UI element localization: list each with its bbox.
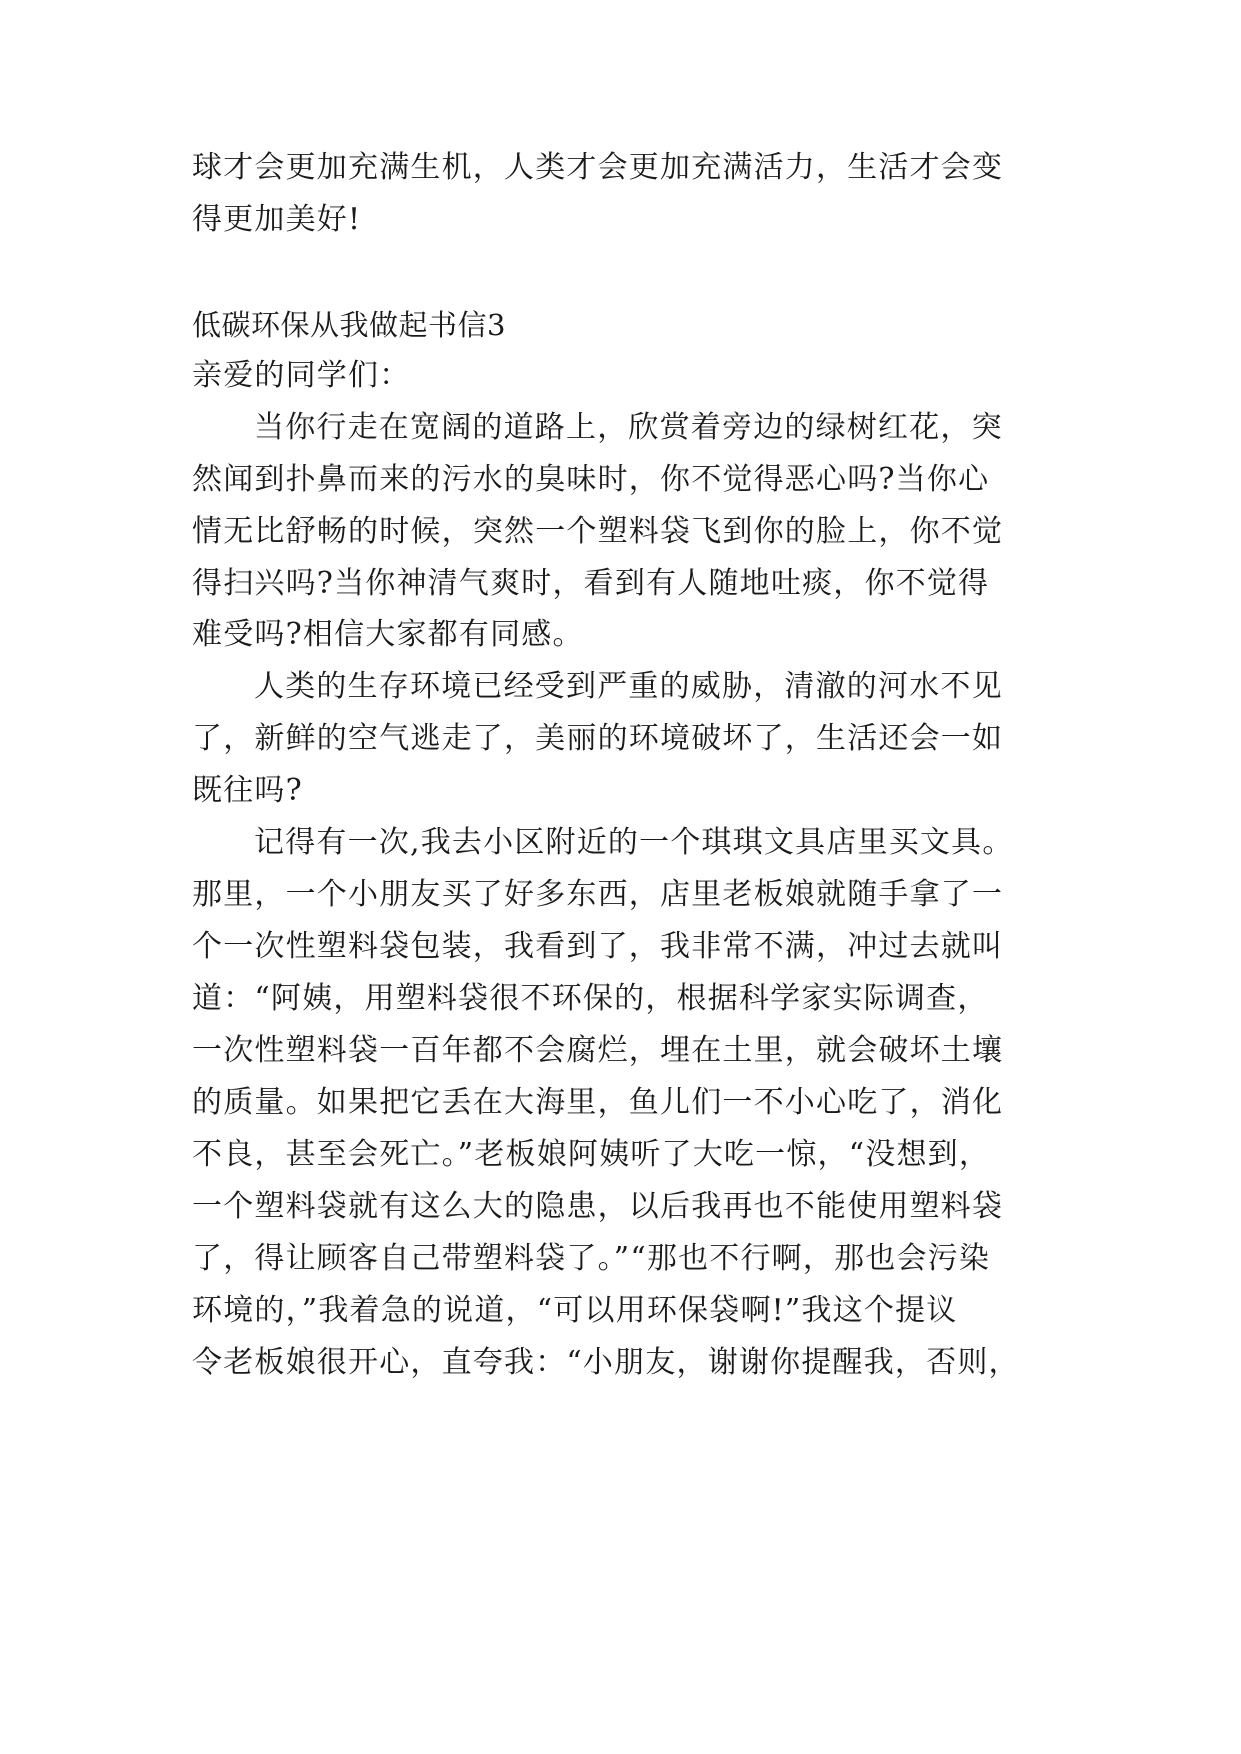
paragraph-3-line: 一个塑料袋就有这么大的隐患，以后我再也不能使用塑料袋 [192,1189,1004,1224]
paragraph-3-line: 那里，一个小朋友买了好多东西，店里老板娘就随手拿了一 [192,877,1004,912]
paragraph-1-line: 然闻到扑鼻而来的污水的臭味时，你不觉得恶心吗?当你心 [192,462,990,497]
paragraph-2-line: 既往吗? [192,773,303,808]
intro-line: 球才会更加充满生机，人类才会更加充满活力，生活才会变 [192,150,1004,185]
intro-line: 得更加美好! [192,202,362,237]
paragraph-3-line: 记得有一次,我去小区附近的一个琪琪文具店里买文具。 [254,825,1014,860]
paragraph-2-line: 人类的生存环境已经受到严重的威胁，清澈的河水不见 [254,669,1003,704]
paragraph-2-line: 了，新鲜的空气逃走了，美丽的环境破坏了，生活还会一如 [192,721,1004,756]
section-title: 低碳环保从我做起书信3 [192,308,506,342]
paragraph-3-line: 了，得让顾客自己带塑料袋了。”“那也不行啊，那也会污染 [192,1241,991,1276]
paragraph-3-line: 不良，甚至会死亡。”老板娘阿姨听了大吃一惊，“没想到， [192,1137,991,1172]
paragraph-1-line: 当你行走在宽阔的道路上，欣赏着旁边的绿树红花，突 [254,410,1003,445]
paragraph-3-line: 个一次性塑料袋包装，我看到了，我非常不满，冲过去就叫 [192,929,1004,964]
paragraph-3-line: 一次性塑料袋一百年都不会腐烂，埋在土里，就会破坏土壤 [192,1033,1004,1068]
paragraph-3-line: 的质量。如果把它丢在大海里，鱼儿们一不小心吃了，消化 [192,1085,1004,1120]
paragraph-1-line: 难受吗?相信大家都有同感。 [192,617,584,652]
paragraph-3-line: 令老板娘很开心，直夸我：“小朋友，谢谢你提醒我，否则， [192,1345,1020,1380]
paragraph-3-line: 道：“阿姨，用塑料袋很不环保的，根据科学家实际调查， [192,981,989,1016]
paragraph-3-line: 环境的，”我着急的说道，“可以用环保袋啊!”我这个提议 [192,1293,958,1328]
salutation: 亲爱的同学们： [192,358,411,393]
paragraph-1-line: 情无比舒畅的时候，突然一个塑料袋飞到你的脸上，你不觉 [192,514,1004,549]
paragraph-1-line: 得扫兴吗?当你神清气爽时，看到有人随地吐痰，你不觉得 [192,566,990,601]
